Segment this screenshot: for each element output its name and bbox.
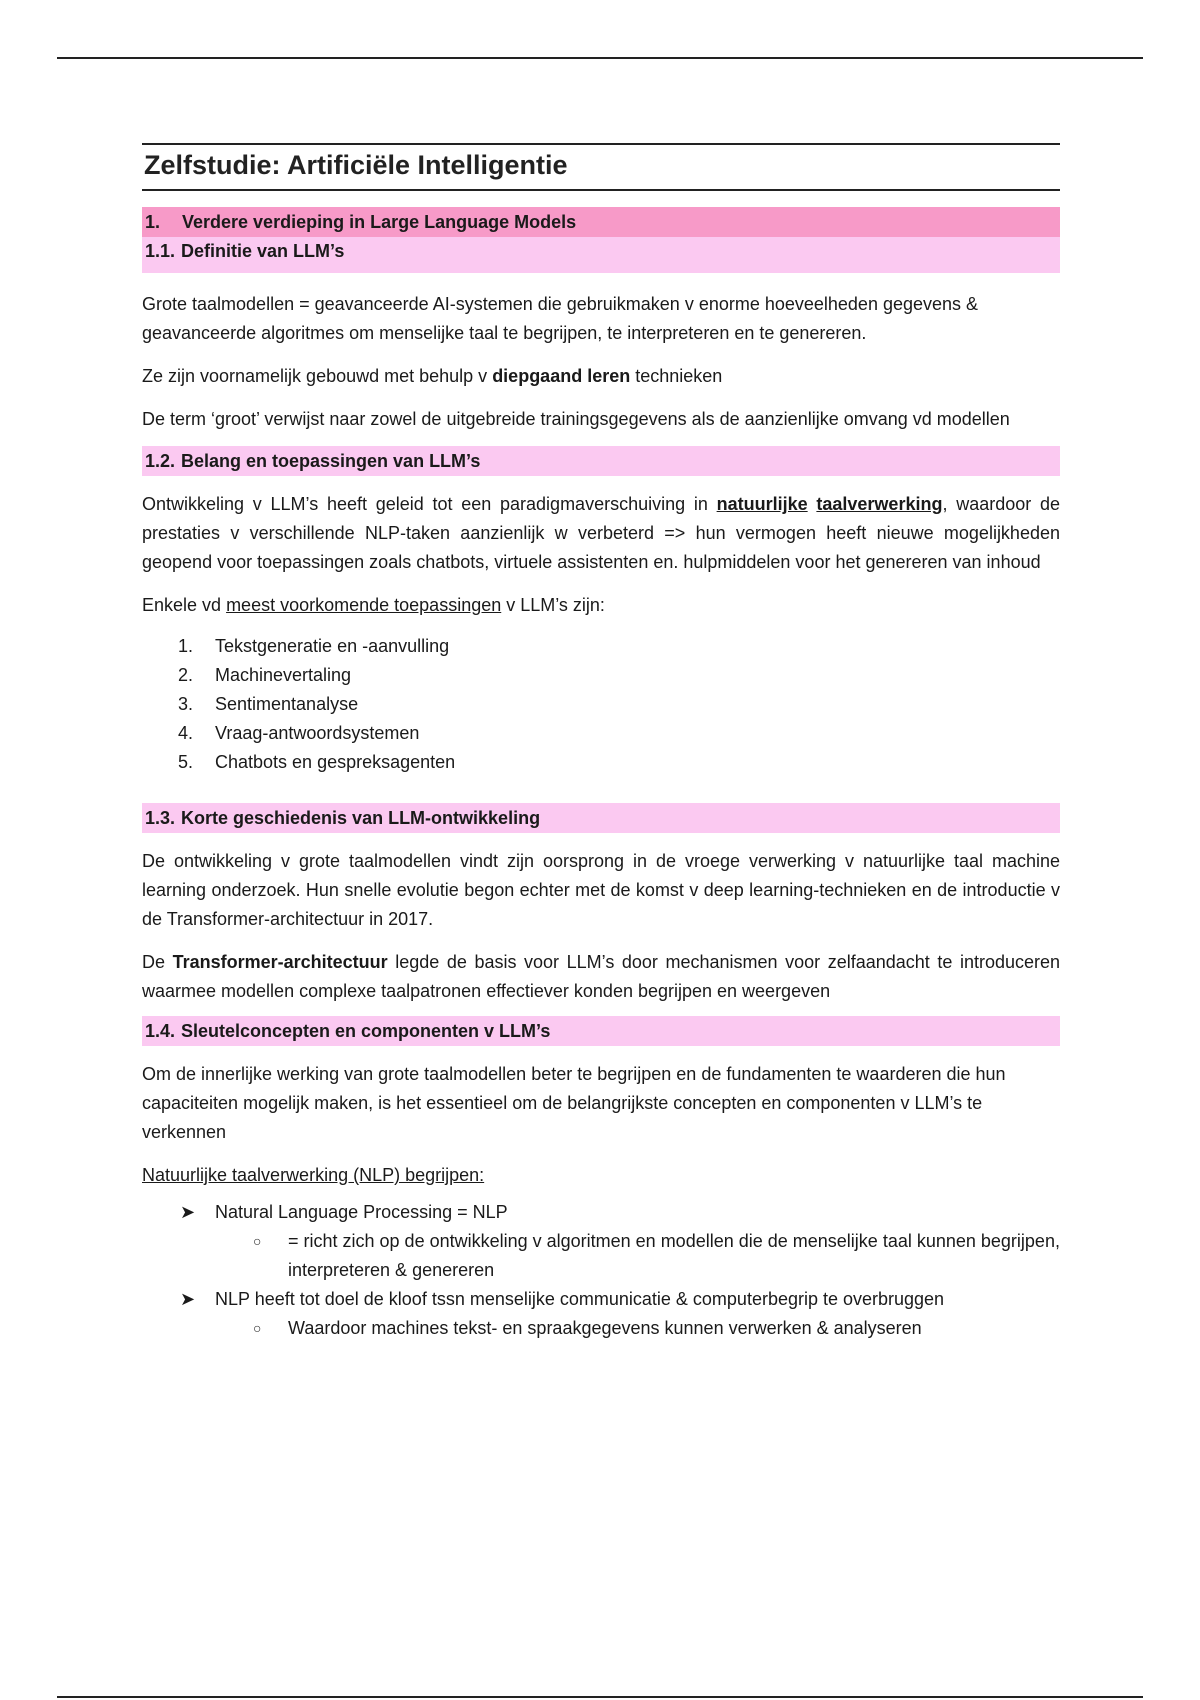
list-item-text: Machinevertaling	[215, 665, 352, 685]
paragraph: De ontwikkeling v grote taalmodellen vindt zijn oorsprong in de vroege verwerking v natuurlijke taal machine learning onderzoek. Hun snelle evolutie begon echter met de komst v deep learning-technieken en de introductie v de Transformer-architectuur in 2017.	[142, 851, 1060, 929]
bold-underlined-term: natuurlijke	[716, 494, 808, 514]
paragraph: Grote taalmodellen = geavanceerde AI-systemen die gebruikmaken v enorme hoeveelheden gegevens & geavanceerde algoritmes om menselijke taal te begrijpen, te interpreteren en te genereren.	[142, 294, 979, 343]
subsection-title: Sleutelconcepten en componenten v LLM’s	[181, 1021, 551, 1041]
list-item-number: 5.	[178, 752, 194, 772]
bullet-item	[142, 1285, 1060, 1343]
list-item	[178, 632, 1060, 661]
subsection-heading-1-4	[142, 1016, 1060, 1046]
subsection-heading-1-1	[142, 237, 1060, 273]
subsection-title: Belang en toepassingen van LLM’s	[181, 451, 481, 471]
list-item-text: Tekstgeneratie en -aanvulling	[215, 636, 450, 656]
page-top-rule	[57, 57, 1143, 59]
page-bottom-rule	[57, 1696, 1143, 1698]
sub-bullet-list	[142, 1314, 1060, 1343]
nlp-bullet-list	[142, 1198, 1060, 1343]
nlp-subheading: Natuurlijke taalverwerking (NLP) begrijpen:	[142, 1165, 485, 1185]
paragraph: De Transformer-architectuur legde de basis voor LLM’s door mechanismen voor zelfaandacht te introduceren waarmee modellen complexe taalpatronen effectiever konden begrijpen en weergeven	[142, 952, 1061, 1001]
paragraph: Ontwikkeling v LLM’s heeft geleid tot een paradigmaverschuiving in natuurlijke taalverwerking, waardoor de prestaties v verschillende NLP-taken aanzienlijk w verbeterd => hun vermogen heeft nieuwe mogelijkheden geopend voor toepassingen zoals chatbots, virtuele assistenten en. hulpmiddelen voor het genereren van inhoud	[142, 494, 1060, 572]
sub-bullet-item	[142, 1227, 1060, 1285]
sub-bullet-item	[142, 1314, 1060, 1343]
circle-bullet-icon: ○	[253, 1320, 262, 1336]
list-item-number: 4.	[178, 723, 194, 743]
bold-term: diepgaand leren	[492, 366, 631, 386]
sub-bullet-list	[142, 1227, 1060, 1285]
bullet-item	[142, 1198, 1060, 1285]
section-heading-1	[142, 207, 1060, 237]
list-item	[178, 661, 1060, 690]
bold-underlined-term: taalverwerking	[816, 494, 943, 514]
subsection-number: 1.2.	[145, 451, 176, 471]
arrow-bullet-icon: ➤	[180, 1289, 196, 1309]
list-item-text: Chatbots en gespreksagenten	[215, 752, 456, 772]
subsection-number: 1.1.	[145, 241, 176, 261]
circle-bullet-icon: ○	[253, 1233, 262, 1249]
subsection-number: 1.3.	[145, 808, 176, 828]
underlined-term: meest voorkomende toepassingen	[226, 595, 502, 615]
paragraph: Enkele vd meest voorkomende toepassingen v LLM’s zijn:	[142, 595, 605, 615]
list-item-text: Sentimentanalyse	[215, 694, 359, 714]
section-number: 1.	[145, 212, 161, 232]
subsection-heading-1-3	[142, 803, 1060, 833]
subsection-title: Definitie van LLM’s	[181, 241, 345, 261]
subsection-heading-1-2	[142, 446, 1060, 476]
list-item-number: 1.	[178, 636, 194, 656]
document-body	[142, 143, 1060, 1343]
list-item	[178, 690, 1060, 719]
applications-list	[142, 632, 1060, 777]
list-item-number: 3.	[178, 694, 194, 714]
subsection-number: 1.4.	[145, 1021, 176, 1041]
subsection-title: Korte geschiedenis van LLM-ontwikkeling	[181, 808, 541, 828]
list-item-number: 2.	[178, 665, 194, 685]
paragraph: De term ‘groot’ verwijst naar zowel de uitgebreide trainingsgegevens als de aanzienlijke omvang vd modellen	[142, 409, 1010, 429]
arrow-bullet-icon: ➤	[180, 1202, 196, 1222]
list-item-text: Vraag-antwoordsystemen	[215, 723, 420, 743]
paragraph: Ze zijn voornamelijk gebouwd met behulp v diepgaand leren technieken	[142, 366, 723, 386]
bold-term: Transformer-architectuur	[172, 952, 388, 972]
bullet-text: Natural Language Processing = NLP	[215, 1202, 508, 1222]
sub-bullet-text: Waardoor machines tekst- en spraakgegevens kunnen verwerken & analyseren	[288, 1318, 922, 1338]
list-item	[178, 748, 1060, 777]
sub-bullet-text: = richt zich op de ontwikkeling v algoritmen en modellen die de menselijke taal kunnen begrijpen, interpreteren & genereren	[288, 1231, 1060, 1280]
paragraph: Om de innerlijke werking van grote taalmodellen beter te begrijpen en de fundamenten te waarderen die hun capaciteiten mogelijk maken, is het essentieel om de belangrijkste concepten en componenten v LLM’s te verkennen	[142, 1064, 1006, 1142]
page-title: Zelfstudie: Artificiële Intelligentie	[142, 143, 1060, 191]
list-item	[178, 719, 1060, 748]
bullet-text: NLP heeft tot doel de kloof tssn menselijke communicatie & computerbegrip te overbruggen	[215, 1289, 945, 1309]
section-title: Verdere verdieping in Large Language Models	[182, 212, 577, 232]
